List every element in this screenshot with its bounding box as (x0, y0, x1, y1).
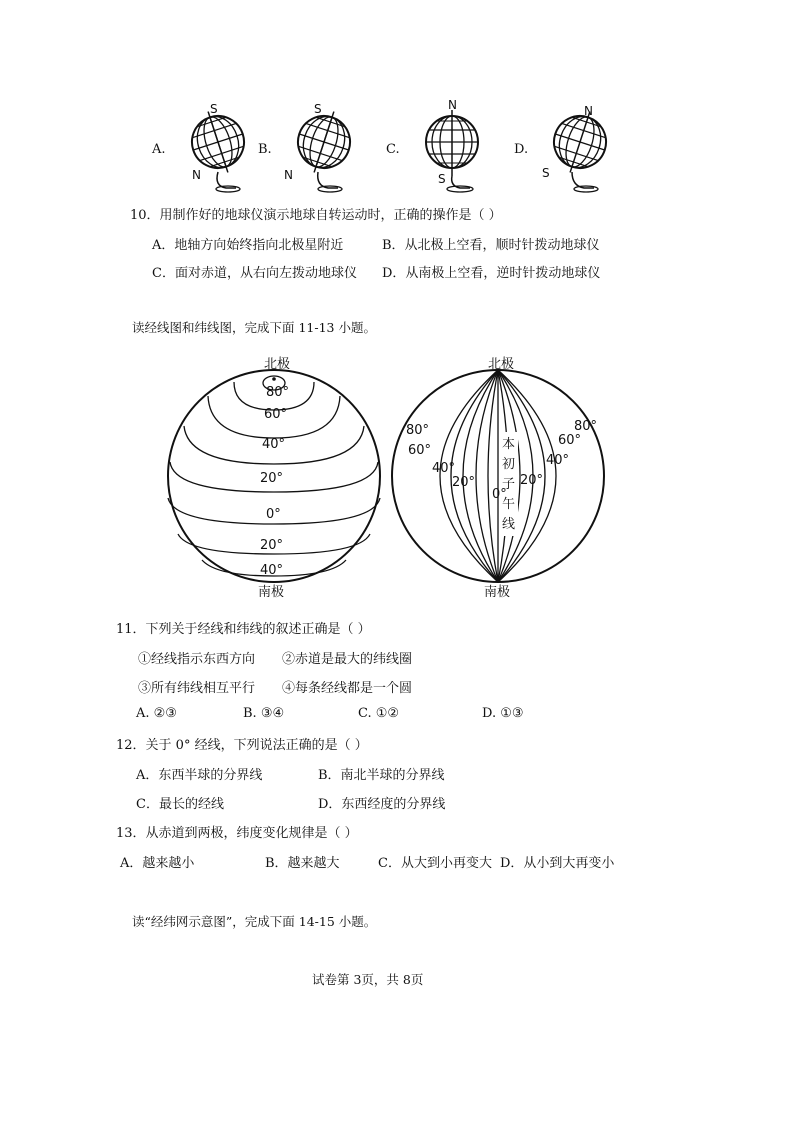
lon-south-label: 南极 (484, 585, 511, 600)
globe-option-d (514, 100, 644, 195)
q13-option-b: B．越来越大 (265, 856, 340, 871)
q12-option-c: C．最长的经线 (136, 797, 224, 812)
q10-option-c: C．面对赤道，从右向左拨动地球仪 (152, 266, 357, 281)
q10-option-a: A．地轴方向始终指向北极星附近 (152, 238, 344, 253)
top-pole-label: N (584, 104, 593, 118)
q11-statement-4: ④每条经线都是一个圆 (282, 681, 413, 696)
top-pole-label: N (448, 98, 457, 112)
q11-option-b: B. ③④ (243, 706, 285, 721)
bottom-pole-label: S (542, 166, 550, 180)
page-footer: 试卷第 3页，共 8页 (312, 972, 424, 987)
bottom-pole-label: S (438, 172, 446, 186)
intro-11-13: 读经线图和纬线图，完成下面 11-13 小题。 (132, 320, 376, 335)
q10-option-d: D．从南极上空看，逆时针拨动地球仪 (382, 266, 601, 281)
lon-label-0: 0° (492, 487, 507, 502)
q13-option-c: C．从大到小再变大 (378, 856, 492, 871)
option-letter: A. (152, 142, 166, 157)
bottom-pole-label: N (284, 168, 293, 182)
q11-statement-2: ②赤道是最大的纬线圈 (282, 652, 413, 667)
lat-label-60: 60° (264, 407, 288, 422)
q12-option-b: B．南北半球的分界线 (318, 768, 445, 783)
q12-stem: 12．关于 0° 经线，下列说法正确的是（ ） (116, 738, 368, 753)
q13-stem: 13．从赤道到两极，纬度变化规律是（ ） (116, 826, 358, 841)
lon-label-w60: 60° (408, 443, 432, 458)
q10-stem: 10．用制作好的地球仪演示地球自转运动时，正确的操作是（ ） (130, 208, 502, 223)
lon-label-w20: 20° (452, 475, 476, 490)
bottom-pole-label: N (192, 168, 201, 182)
option-letter: C. (386, 142, 400, 157)
q11-stem: 11．下列关于经线和纬线的叙述正确是（ ） (116, 622, 371, 637)
globe-option-c (386, 100, 516, 195)
lon-label-w80: 80° (406, 423, 430, 438)
lat-label-40s: 40° (260, 563, 284, 578)
latitude-map (160, 352, 390, 602)
lon-label-e40: 40° (546, 453, 570, 468)
prime-meridian-char-4: 午 (502, 497, 516, 512)
q11-option-d: D. ①③ (482, 706, 524, 721)
lon-label-e60: 60° (558, 433, 582, 448)
lat-label-80: 80° (266, 385, 290, 400)
q11-statement-3: ③所有纬线相互平行 (138, 681, 256, 696)
q13-option-a: A．越来越小 (120, 856, 195, 871)
prime-meridian-char-1: 本 (502, 437, 516, 452)
q11-option-a: A. ②③ (136, 706, 177, 721)
intro-14-15: 读“经纬网示意图”，完成下面 14-15 小题。 (132, 914, 377, 929)
top-pole-label: S (314, 102, 322, 116)
prime-meridian-char-2: 初 (502, 457, 516, 472)
lat-label-20s: 20° (260, 538, 284, 553)
lon-label-e80: 80° (574, 419, 598, 434)
prime-meridian-char-5: 线 (502, 517, 516, 532)
q11-statement-1: ①经线指示东西方向 (138, 652, 256, 667)
option-letter: B. (258, 142, 272, 157)
lat-label-0: 0° (266, 507, 281, 522)
lat-north-label: 北极 (264, 357, 291, 372)
lat-label-20n: 20° (260, 471, 284, 486)
q10-option-b: B．从北极上空看，顺时针拨动地球仪 (382, 238, 600, 253)
q12-option-d: D．东西经度的分界线 (318, 797, 446, 812)
top-pole-label: S (210, 102, 218, 116)
lat-label-40: 40° (262, 437, 286, 452)
option-letter: D. (514, 142, 529, 157)
lon-label-w40: 40° (432, 461, 456, 476)
globe-upright-icon (400, 100, 500, 195)
q11-option-c: C. ①② (358, 706, 400, 721)
globe-option-b (258, 100, 388, 195)
lat-south-label: 南极 (258, 585, 285, 600)
q12-option-a: A．东西半球的分界线 (136, 768, 263, 783)
lon-label-e20: 20° (520, 473, 544, 488)
q13-option-d: D．从小到大再变小 (500, 856, 615, 871)
lon-north-label: 北极 (488, 357, 515, 372)
prime-meridian-char-3: 子 (502, 477, 516, 492)
longitude-map (388, 352, 618, 602)
globe-tilted-icon (528, 100, 628, 195)
